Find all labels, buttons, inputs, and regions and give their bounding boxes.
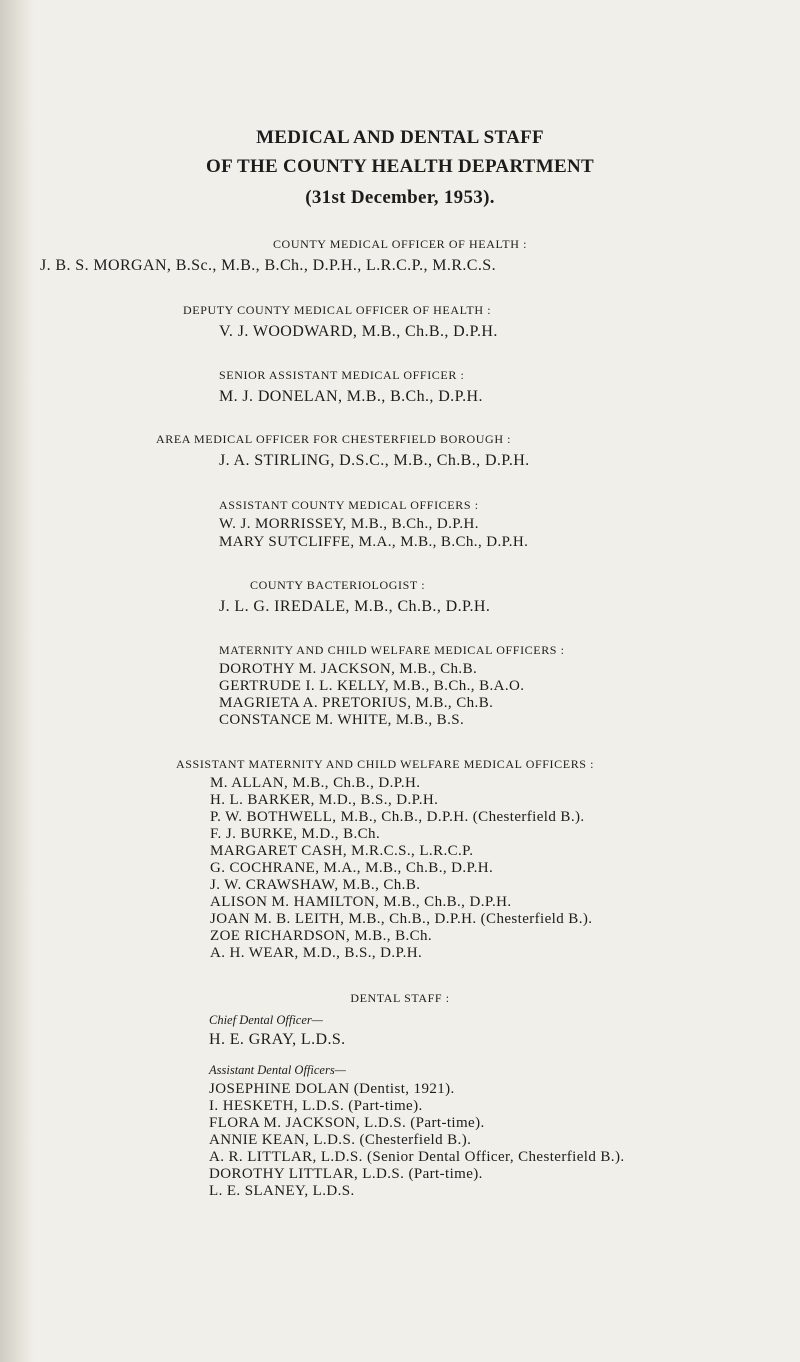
section-title-bacteriologist: COUNTY BACTERIOLOGIST : xyxy=(250,578,426,592)
assistant-dental-officers-label: Assistant Dental Officers— xyxy=(209,1063,346,1077)
staff-name: GERTRUDE I. L. KELLY, M.B., B.Ch., B.A.O. xyxy=(219,678,525,694)
document-title: MEDICAL AND DENTAL STAFF xyxy=(256,127,544,148)
section-title-amcw: ASSISTANT MATERNITY AND CHILD WELFARE MEDICAL OFFICERS : xyxy=(176,757,595,771)
staff-name: F. J. BURKE, M.D., B.Ch. xyxy=(210,826,381,842)
staff-name: ALISON M. HAMILTON, M.B., Ch.B., D.P.H. xyxy=(210,894,512,910)
staff-name: ANNIE KEAN, L.D.S. (Chesterfield B.). xyxy=(209,1132,472,1148)
document-date: (31st December, 1953). xyxy=(305,187,495,208)
staff-name: DOROTHY LITTLAR, L.D.S. (Part-time). xyxy=(209,1166,483,1182)
section-title-dental: DENTAL STAFF : xyxy=(350,991,450,1005)
staff-name: A. R. LITTLAR, L.D.S. (Senior Dental Officer, Chesterfield B.). xyxy=(209,1149,625,1165)
staff-name: J. W. CRAWSHAW, M.B., Ch.B. xyxy=(210,877,421,893)
staff-name: V. J. WOODWARD, M.B., Ch.B., D.P.H. xyxy=(219,323,498,340)
staff-name: W. J. MORRISSEY, M.B., B.Ch., D.P.H. xyxy=(219,516,479,532)
staff-name: ZOE RICHARDSON, M.B., B.Ch. xyxy=(210,928,433,944)
chief-dental-officer-label: Chief Dental Officer— xyxy=(209,1013,323,1027)
staff-name: JOSEPHINE DOLAN (Dentist, 1921). xyxy=(209,1081,455,1097)
staff-name: DOROTHY M. JACKSON, M.B., Ch.B. xyxy=(219,661,478,677)
staff-name: J. A. STIRLING, D.S.C., M.B., Ch.B., D.P.H. xyxy=(219,452,530,469)
section-title-amo: AREA MEDICAL OFFICER FOR CHESTERFIELD BOROUGH : xyxy=(156,432,512,446)
section-title-acmo: ASSISTANT COUNTY MEDICAL OFFICERS : xyxy=(219,498,479,512)
staff-name: MAGRIETA A. PRETORIUS, M.B., Ch.B. xyxy=(219,695,494,711)
staff-name: A. H. WEAR, M.D., B.S., D.P.H. xyxy=(210,945,423,961)
staff-name: JOAN M. B. LEITH, M.B., Ch.B., D.P.H. (Chesterfield B.). xyxy=(210,911,593,927)
staff-name: L. E. SLANEY, L.D.S. xyxy=(209,1183,355,1199)
staff-name: FLORA M. JACKSON, L.D.S. (Part-time). xyxy=(209,1115,485,1131)
staff-name: H. L. BARKER, M.D., B.S., D.P.H. xyxy=(210,792,439,808)
staff-name: G. COCHRANE, M.A., M.B., Ch.B., D.P.H. xyxy=(210,860,494,876)
section-title-samo: SENIOR ASSISTANT MEDICAL OFFICER : xyxy=(219,368,465,382)
staff-name: J. B. S. MORGAN, B.Sc., M.B., B.Ch., D.P.H., L.R.C.P., M.R.C.S. xyxy=(40,257,496,274)
staff-name: I. HESKETH, L.D.S. (Part-time). xyxy=(209,1098,423,1114)
section-title-mcw: MATERNITY AND CHILD WELFARE MEDICAL OFFICERS : xyxy=(219,643,565,657)
document-subtitle: OF THE COUNTY HEALTH DEPARTMENT xyxy=(206,156,594,177)
staff-name: M. J. DONELAN, M.B., B.Ch., D.P.H. xyxy=(219,388,483,405)
staff-name: J. L. G. IREDALE, M.B., Ch.B., D.P.H. xyxy=(219,598,491,615)
section-title-cmo: COUNTY MEDICAL OFFICER OF HEALTH : xyxy=(272,237,528,251)
staff-name: H. E. GRAY, L.D.S. xyxy=(209,1031,346,1048)
staff-name: M. ALLAN, M.B., Ch.B., D.P.H. xyxy=(210,775,421,791)
section-title-dcmo: DEPUTY COUNTY MEDICAL OFFICER OF HEALTH : xyxy=(183,303,492,317)
staff-name: P. W. BOTHWELL, M.B., Ch.B., D.P.H. (Chesterfield B.). xyxy=(210,809,585,825)
staff-name: MARGARET CASH, M.R.C.S., L.R.C.P. xyxy=(210,843,474,859)
staff-name: CONSTANCE M. WHITE, M.B., B.S. xyxy=(219,712,465,728)
staff-name: MARY SUTCLIFFE, M.A., M.B., B.Ch., D.P.H. xyxy=(219,534,529,550)
